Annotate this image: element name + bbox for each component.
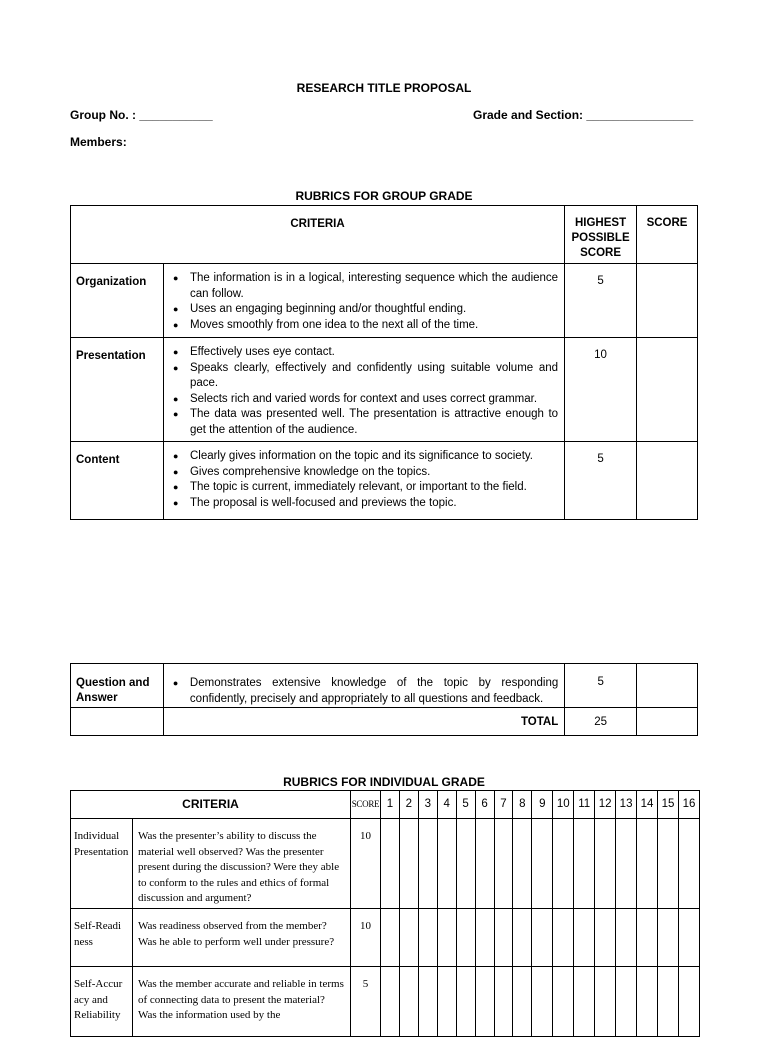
member-score-cell[interactable] <box>418 967 437 1037</box>
member-score-cell[interactable] <box>532 967 553 1037</box>
list-item: ● Clearly gives information on the topic and its significance to society. <box>173 449 558 465</box>
criterion-description: Was the member accurate and reliable in terms of connecting data to present the material? Was the information used by the <box>132 967 350 1037</box>
criterion-name: Organization <box>71 264 164 338</box>
member-score-cell[interactable] <box>380 819 399 909</box>
score-cell[interactable] <box>637 664 698 708</box>
individual-header-row <box>71 791 700 819</box>
member-score-cell[interactable] <box>658 909 679 967</box>
member-col-header: 13 <box>616 791 637 819</box>
member-score-cell[interactable] <box>616 967 637 1037</box>
table-row <box>71 967 700 1037</box>
grade-section-field: Grade and Section: ________________ <box>473 108 694 122</box>
member-score-cell[interactable] <box>658 967 679 1037</box>
table-row <box>71 442 698 520</box>
criterion-name: Individual Presentation <box>71 819 133 909</box>
score-cell[interactable] <box>637 264 698 338</box>
empty-cell <box>71 708 164 736</box>
member-score-cell[interactable] <box>637 967 658 1037</box>
score-cell[interactable] <box>637 338 698 442</box>
criteria-header: CRITERIA <box>71 791 351 819</box>
member-col-header: 5 <box>456 791 475 819</box>
max-score: 10 <box>350 819 380 909</box>
member-col-header: 11 <box>574 791 595 819</box>
group-rubric-header-row <box>71 206 698 264</box>
member-score-cell[interactable] <box>399 819 418 909</box>
member-score-cell[interactable] <box>553 819 574 909</box>
bullet-icon: ● <box>172 409 179 419</box>
total-label: TOTAL <box>163 708 564 736</box>
member-score-cell[interactable] <box>475 909 494 967</box>
criterion-name: Content <box>71 442 164 520</box>
member-score-cell[interactable] <box>380 967 399 1037</box>
score-header: SCORE <box>350 791 380 819</box>
member-score-cell[interactable] <box>494 819 513 909</box>
score-header: SCORE <box>637 206 698 264</box>
list-item: ● Demonstrates extensive knowledge of the topic by responding confidently, precisely and appropriately to all questions and feedback. <box>172 677 559 705</box>
member-col-header: 14 <box>637 791 658 819</box>
member-score-cell[interactable] <box>418 819 437 909</box>
member-score-cell[interactable] <box>574 909 595 967</box>
member-score-cell[interactable] <box>456 967 475 1037</box>
member-score-cell[interactable] <box>637 909 658 967</box>
member-score-cell[interactable] <box>532 909 553 967</box>
member-col-header: 2 <box>399 791 418 819</box>
group-rubric-title: RUBRICS FOR GROUP GRADE <box>295 189 473 203</box>
list-item: ● Moves smoothly from one idea to the next all of the time. <box>173 318 558 334</box>
criterion-description <box>163 338 564 442</box>
criterion-description: Was readiness observed from the member? Was he able to perform well under pressure? <box>132 909 350 967</box>
bullet-icon: ● <box>172 497 179 508</box>
member-score-cell[interactable] <box>658 819 679 909</box>
member-score-cell[interactable] <box>494 909 513 967</box>
criterion-name: Question and Answer <box>71 664 164 708</box>
member-score-cell[interactable] <box>380 909 399 967</box>
bullet-icon: ● <box>172 304 179 314</box>
document-title: RESEARCH TITLE PROPOSAL <box>296 81 472 95</box>
member-score-cell[interactable] <box>513 909 532 967</box>
member-col-header: 16 <box>678 791 699 819</box>
member-score-cell[interactable] <box>637 819 658 909</box>
criterion-description: Was the presenter’s ability to discuss the material well observed? Was the presenter present during the discussion? Were they able to conform to the rules and ethics of formal discussion and argument? <box>132 819 350 909</box>
max-score: 10 <box>350 909 380 967</box>
list-item: ● Gives comprehensive knowledge on the topics. <box>173 465 558 481</box>
member-score-cell[interactable] <box>574 967 595 1037</box>
member-score-cell[interactable] <box>553 967 574 1037</box>
member-score-cell[interactable] <box>678 967 699 1037</box>
member-score-cell[interactable] <box>553 909 574 967</box>
member-score-cell[interactable] <box>513 967 532 1037</box>
member-score-cell[interactable] <box>574 819 595 909</box>
group-rubric-table <box>70 205 698 520</box>
highest-possible-score: 10 <box>565 338 637 442</box>
member-score-cell[interactable] <box>475 819 494 909</box>
member-score-cell[interactable] <box>595 819 616 909</box>
group-number-field: Group No. : ___________ <box>70 108 213 122</box>
member-score-cell[interactable] <box>456 909 475 967</box>
list-item: ● Effectively uses eye contact. <box>173 345 558 361</box>
criterion-description <box>163 264 564 338</box>
list-item: ● Speaks clearly, effectively and confidently using suitable volume and pace. <box>172 361 559 389</box>
highest-possible-score: 5 <box>565 442 637 520</box>
bullet-icon: ● <box>172 319 179 330</box>
members-label: Members: <box>70 135 127 149</box>
criterion-name: Self-Accur acy and Reliability <box>71 967 133 1037</box>
list-item: ● The information is in a logical, interesting sequence which the audience can follow. <box>172 272 559 300</box>
bullet-icon: ● <box>172 451 179 461</box>
list-item: ● Selects rich and varied words for context and uses correct grammar. <box>173 392 558 408</box>
highest-possible-score-header: HIGHEST POSSIBLE SCORE <box>565 206 637 264</box>
list-item: ● The data was presented well. The presentation is attractive enough to get the attention of the audience. <box>172 408 559 436</box>
member-col-header: 7 <box>494 791 513 819</box>
score-cell[interactable] <box>637 442 698 520</box>
member-score-cell[interactable] <box>418 909 437 967</box>
criterion-name: Presentation <box>71 338 164 442</box>
member-score-cell[interactable] <box>437 967 456 1037</box>
table-row <box>71 264 698 338</box>
list-item: ● Uses an engaging beginning and/or thoughtful ending. <box>173 302 558 318</box>
bullet-icon: ● <box>172 393 179 404</box>
total-value: 25 <box>565 708 637 736</box>
member-col-header: 8 <box>513 791 532 819</box>
member-score-cell[interactable] <box>399 967 418 1037</box>
member-col-header: 3 <box>418 791 437 819</box>
member-score-cell[interactable] <box>616 819 637 909</box>
bullet-icon: ● <box>172 678 179 688</box>
member-score-cell[interactable] <box>595 909 616 967</box>
list-item: ● The proposal is well-focused and previews the topic. <box>173 496 558 512</box>
member-score-cell[interactable] <box>399 909 418 967</box>
bullet-icon: ● <box>172 466 179 477</box>
highest-possible-score: 5 <box>565 264 637 338</box>
member-score-cell[interactable] <box>513 819 532 909</box>
member-score-cell[interactable] <box>437 909 456 967</box>
max-score: 5 <box>350 967 380 1037</box>
bullet-icon: ● <box>172 482 179 492</box>
table-row <box>71 664 698 708</box>
member-score-cell[interactable] <box>616 909 637 967</box>
table-row <box>71 338 698 442</box>
criteria-header: CRITERIA <box>71 206 565 264</box>
group-rubric-table-continued <box>70 663 698 736</box>
bullet-icon: ● <box>172 273 179 283</box>
individual-rubric-title: RUBRICS FOR INDIVIDUAL GRADE <box>283 775 485 789</box>
table-row <box>71 909 700 967</box>
member-col-header: 4 <box>437 791 456 819</box>
list-item: ● The topic is current, immediately relevant, or important to the field. <box>173 480 558 496</box>
criterion-description <box>163 664 564 708</box>
highest-possible-score: 5 <box>565 664 637 708</box>
member-score-cell[interactable] <box>475 967 494 1037</box>
member-score-cell[interactable] <box>595 967 616 1037</box>
table-row <box>71 819 700 909</box>
member-score-cell[interactable] <box>437 819 456 909</box>
member-col-header: 10 <box>553 791 574 819</box>
criterion-description <box>163 442 564 520</box>
criterion-name: Self-Readi ness <box>71 909 133 967</box>
member-score-cell[interactable] <box>532 819 553 909</box>
member-col-header: 1 <box>380 791 399 819</box>
member-col-header: 9 <box>532 791 553 819</box>
member-col-header: 6 <box>475 791 494 819</box>
member-score-cell[interactable] <box>456 819 475 909</box>
bullet-icon: ● <box>172 362 179 373</box>
member-score-cell[interactable] <box>678 819 699 909</box>
member-score-cell[interactable] <box>494 967 513 1037</box>
member-score-cell[interactable] <box>678 909 699 967</box>
individual-rubric-table <box>70 790 700 1037</box>
member-col-header: 12 <box>595 791 616 819</box>
bullet-icon: ● <box>172 347 179 357</box>
total-score-cell[interactable] <box>637 708 698 736</box>
total-row <box>71 708 698 736</box>
member-col-header: 15 <box>658 791 679 819</box>
